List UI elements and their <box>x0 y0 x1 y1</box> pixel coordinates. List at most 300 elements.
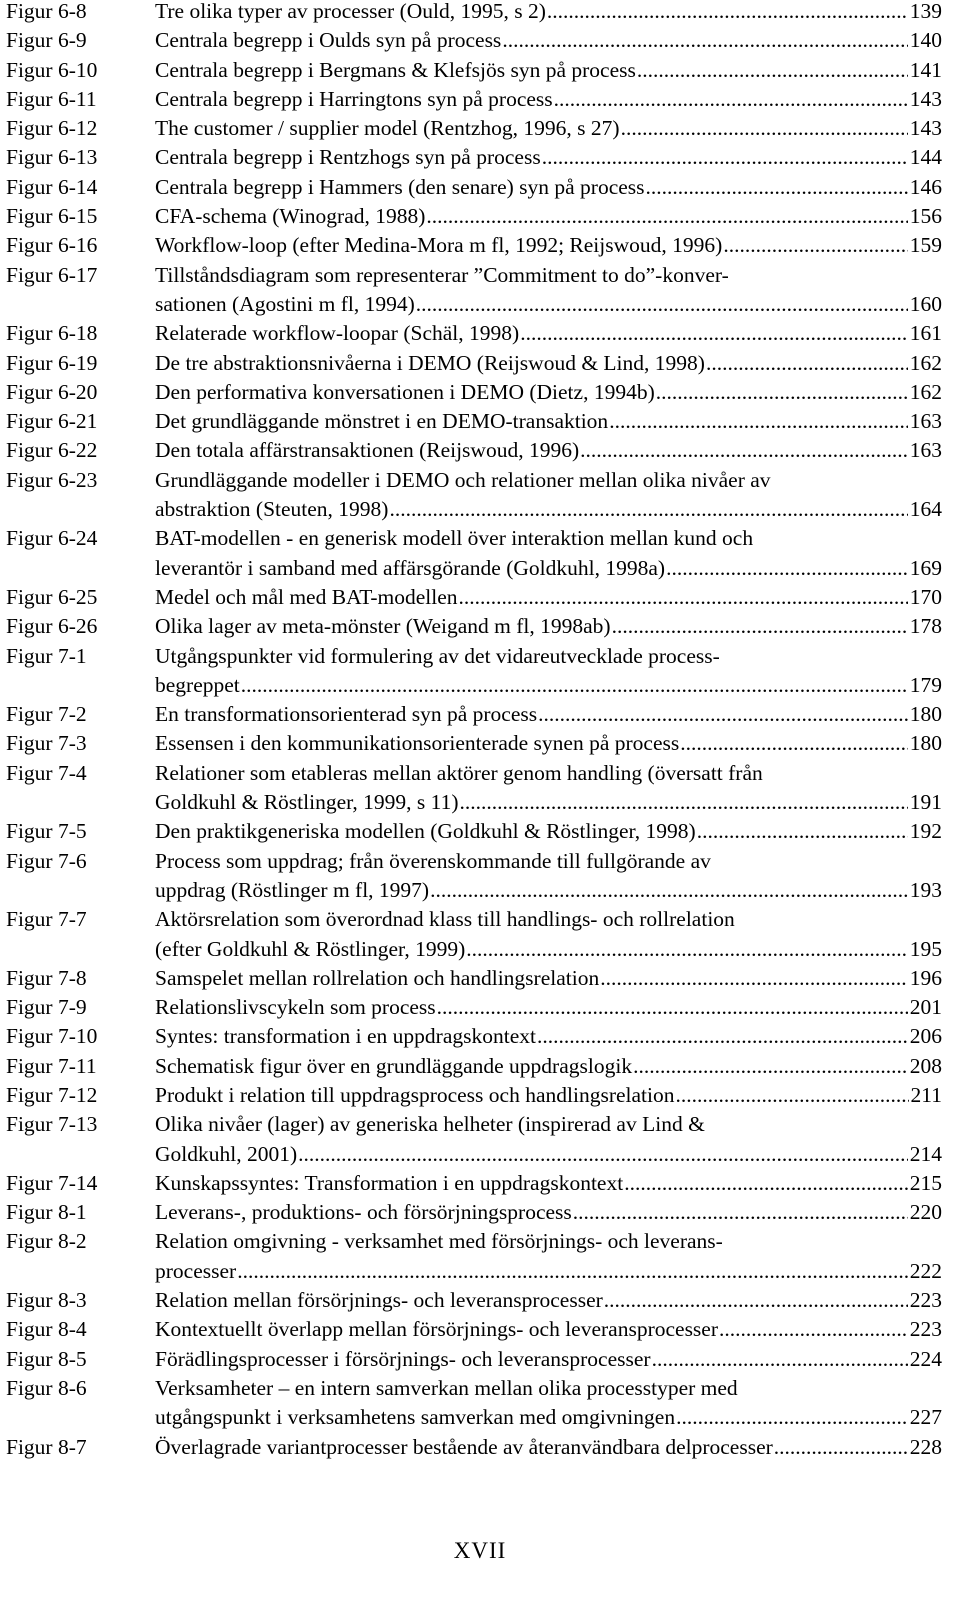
figure-label: Figur 7-8 <box>6 965 87 990</box>
figure-label: Figur 6-18 <box>6 321 98 346</box>
figure-title-text: Relation omgivning - verksamhet med försörjnings- och leverans- <box>155 1229 723 1254</box>
dot-leader <box>436 993 908 1022</box>
toc-entry[interactable] <box>6 642 942 701</box>
figure-title-line-last <box>155 729 942 758</box>
page-number-footer: XVII <box>453 1538 507 1563</box>
dot-leader <box>611 612 908 641</box>
figure-title-block <box>155 905 942 964</box>
dot-leader <box>429 876 908 905</box>
figure-title-text: Det grundläggande mönstret i en DEMO-transaktion <box>155 409 609 434</box>
toc-entry[interactable] <box>6 993 942 1022</box>
figure-title-text: begreppet <box>155 672 240 697</box>
figure-title-text: Utgångspunkter vid formulering av det vidareutvecklade process- <box>155 643 720 668</box>
figure-title-line-last <box>155 700 942 729</box>
figure-title-text: Goldkuhl, 2001) <box>155 1141 298 1166</box>
page-number-link[interactable]: 193 <box>909 877 942 902</box>
figure-title-line-last <box>155 788 942 817</box>
figure-title-line-last <box>155 1022 942 1051</box>
toc-entry[interactable] <box>6 524 942 583</box>
page-number-link[interactable]: 214 <box>909 1141 942 1166</box>
figure-label: Figur 6-20 <box>6 379 98 404</box>
figure-title-block <box>155 642 942 701</box>
figure-title-block <box>155 759 942 818</box>
figure-label: Figur 6-14 <box>6 174 98 199</box>
figure-title-line-last <box>155 1081 942 1110</box>
figure-title-text: Olika lager av meta-mönster (Weigand m fl, 1998ab) <box>155 614 611 639</box>
figure-title-block <box>155 26 942 55</box>
figure-title-text: Kunskapssyntes: Transformation i en uppdragskontext <box>155 1170 624 1195</box>
figure-title-text: abstraktion (Steuten, 1998) <box>155 497 389 522</box>
page-number-link[interactable]: 143 <box>909 116 942 141</box>
figure-title-line-last <box>155 1433 942 1462</box>
toc-entry[interactable] <box>6 1345 942 1374</box>
figure-title-line-last <box>155 554 942 583</box>
figure-label: Figur 6-13 <box>6 145 98 170</box>
figure-title-text: Den praktikgeneriska modellen (Goldkuhl & Röstlinger, 1998) <box>155 819 696 844</box>
figure-label: Figur 6-25 <box>6 584 98 609</box>
figure-label: Figur 6-15 <box>6 204 98 229</box>
figure-title-line-last <box>155 436 942 465</box>
figure-title-line-last <box>155 1169 942 1198</box>
toc-entry[interactable] <box>6 407 942 436</box>
page-number-link[interactable]: 179 <box>909 672 942 697</box>
page-number-link[interactable]: 146 <box>909 174 942 199</box>
figure-title-block <box>155 1022 942 1051</box>
dot-leader <box>705 349 908 378</box>
page-number-link[interactable]: 160 <box>909 291 942 316</box>
dot-leader <box>773 1433 908 1462</box>
page-number-link[interactable]: 215 <box>909 1170 942 1195</box>
dot-leader <box>665 554 908 583</box>
figure-title-text: Relation mellan försörjnings- och leveransprocesser <box>155 1288 603 1313</box>
figure-label: Figur 7-9 <box>6 995 87 1020</box>
figure-title-block <box>155 817 942 846</box>
figure-label: Figur 6-16 <box>6 233 98 258</box>
figure-title-block <box>155 143 942 172</box>
dot-leader <box>675 1081 909 1110</box>
figure-title-block <box>155 466 942 525</box>
figure-label: Figur 6-10 <box>6 57 98 82</box>
figure-title-line-last <box>155 349 942 378</box>
figure-label: Figur 8-2 <box>6 1229 87 1254</box>
dot-leader <box>546 0 908 26</box>
page-number-link[interactable]: 161 <box>909 321 942 346</box>
dot-leader <box>236 1257 908 1286</box>
figure-label: Figur 6-17 <box>6 262 98 287</box>
figure-title-text: Relationslivscykeln som process <box>155 995 436 1020</box>
page-number-link[interactable]: 163 <box>909 438 942 463</box>
dot-leader <box>240 671 908 700</box>
figure-title-text: Workflow-loop (efter Medina-Mora m fl, 1992; Reijswoud, 1996) <box>155 233 723 258</box>
figure-title-text: Kontextuellt överlapp mellan försörjnings- och leveransprocesser <box>155 1317 718 1342</box>
page-number-link[interactable]: 201 <box>909 995 942 1020</box>
toc-entry[interactable] <box>6 1022 942 1051</box>
dot-leader <box>696 817 908 846</box>
figure-title-line-last <box>155 1257 942 1286</box>
figure-title-line-last <box>155 114 942 143</box>
figure-title-block <box>155 1227 942 1286</box>
toc-entry[interactable] <box>6 349 942 378</box>
figure-label: Figur 7-10 <box>6 1024 98 1049</box>
figure-title-line <box>155 1374 942 1403</box>
figure-label: Figur 8-5 <box>6 1346 87 1371</box>
page-number-link[interactable]: 159 <box>909 233 942 258</box>
figure-title-line-last <box>155 85 942 114</box>
figure-label: Figur 7-5 <box>6 819 87 844</box>
toc-entry[interactable] <box>6 466 942 525</box>
dot-leader <box>620 114 908 143</box>
page-number-link[interactable]: 141 <box>909 57 942 82</box>
figure-title-text: Tre olika typer av processer (Ould, 1995, s 2) <box>155 0 546 23</box>
figure-title-line-last <box>155 993 942 1022</box>
figure-title-text: Tillståndsdiagram som representerar ”Commitment to do”-konver- <box>155 262 729 287</box>
figure-title-text: De tre abstraktionsnivåerna i DEMO (Reijswoud & Lind, 1998) <box>155 350 705 375</box>
figure-title-text: Schematisk figur över en grundläggande uppdragslogik <box>155 1053 633 1078</box>
page-number-link[interactable]: 195 <box>909 936 942 961</box>
page-number-link[interactable]: 223 <box>909 1288 942 1313</box>
figure-title-block <box>155 56 942 85</box>
page-number-link[interactable]: 211 <box>910 1082 942 1107</box>
figure-label: Figur 6-12 <box>6 116 98 141</box>
figure-title-text: BAT-modellen - en generisk modell över interaktion mellan kund och <box>155 526 754 551</box>
figure-title-line-last <box>155 935 942 964</box>
figure-title-block <box>155 349 942 378</box>
figure-title-text: Goldkuhl & Röstlinger, 1999, s 11) <box>155 790 459 815</box>
figure-label: Figur 6-26 <box>6 614 98 639</box>
figure-label: Figur 6-19 <box>6 350 98 375</box>
figure-title-line-last <box>155 671 942 700</box>
figure-title-block <box>155 407 942 436</box>
figure-title-text: utgångspunkt i verksamhetens samverkan med omgivningen <box>155 1405 676 1430</box>
toc-entry[interactable] <box>6 378 942 407</box>
figure-title-line-last <box>155 583 942 612</box>
figure-title-text: Centrala begrepp i Rentzhogs syn på process <box>155 145 541 170</box>
dot-leader <box>415 290 908 319</box>
toc-entry[interactable] <box>6 1227 942 1286</box>
figure-title-line-last <box>155 1140 942 1169</box>
dot-leader <box>553 85 908 114</box>
dot-leader <box>541 143 908 172</box>
toc-entry[interactable] <box>6 1081 942 1110</box>
figure-title-text: Centrala begrepp i Oulds syn på process <box>155 28 502 53</box>
figure-title-text: Medel och mål med BAT-modellen <box>155 584 458 609</box>
page-number-link[interactable]: 180 <box>909 702 942 727</box>
dot-leader <box>465 935 908 964</box>
figure-title-line <box>155 466 942 495</box>
figure-label: Figur 6-23 <box>6 467 98 492</box>
figure-title-text: Relaterade workflow-loopar (Schäl, 1998) <box>155 321 520 346</box>
figure-title-line-last <box>155 1052 942 1081</box>
figure-title-line <box>155 1110 942 1139</box>
dot-leader <box>572 1198 908 1227</box>
figure-title-line <box>155 261 942 290</box>
figure-title-block <box>155 700 942 729</box>
figure-label: Figur 6-21 <box>6 409 98 434</box>
figure-title-block <box>155 261 942 320</box>
figure-label: Figur 6-24 <box>6 526 98 551</box>
toc-entry[interactable] <box>6 0 942 26</box>
figure-title-block <box>155 0 942 26</box>
figure-label: Figur 8-1 <box>6 1200 87 1225</box>
page-number-link[interactable]: 163 <box>909 409 942 434</box>
figure-title-text: Förädlingsprocesser i försörjnings- och leveransprocesser <box>155 1346 651 1371</box>
toc-entry[interactable] <box>6 700 942 729</box>
dot-leader <box>655 378 908 407</box>
toc-entry[interactable] <box>6 143 942 172</box>
figure-label: Figur 7-12 <box>6 1082 98 1107</box>
figure-title-line-last <box>155 173 942 202</box>
dot-leader <box>718 1315 908 1344</box>
page-number-link[interactable]: 162 <box>909 379 942 404</box>
figure-title-line <box>155 1227 942 1256</box>
figure-title-text: sationen (Agostini m fl, 1994) <box>155 291 415 316</box>
figure-title-text: Centrala begrepp i Hammers (den senare) syn på process <box>155 174 645 199</box>
page-number-link[interactable]: 227 <box>909 1405 942 1430</box>
toc-entry[interactable] <box>6 1169 942 1198</box>
figure-title-text: Olika nivåer (lager) av generiska helheter (inspirerad av Lind & <box>155 1112 705 1137</box>
figure-title-text: Produkt i relation till uppdragsprocess och handlingsrelation <box>155 1082 675 1107</box>
page-number-link[interactable]: 180 <box>909 731 942 756</box>
figure-title-line-last <box>155 1198 942 1227</box>
figure-title-block <box>155 378 942 407</box>
dot-leader <box>537 700 908 729</box>
figure-title-line-last <box>155 290 942 319</box>
dot-leader <box>603 1286 908 1315</box>
figure-title-block <box>155 319 942 348</box>
figure-title-block <box>155 1081 942 1110</box>
figure-title-line-last <box>155 231 942 260</box>
figure-title-text: uppdrag (Röstlinger m fl, 1997) <box>155 877 430 902</box>
dot-leader <box>579 436 908 465</box>
figure-title-text: Relationer som etableras mellan aktörer genom handling (översatt från <box>155 760 763 785</box>
figure-title-block <box>155 1345 942 1374</box>
figure-label: Figur 8-3 <box>6 1288 87 1313</box>
dot-leader <box>458 583 908 612</box>
figure-title-block <box>155 1110 942 1169</box>
figure-label: Figur 6-8 <box>6 0 87 23</box>
figure-label: Figur 7-6 <box>6 848 87 873</box>
figure-title-text: Verksamheter – en intern samverkan mellan olika processtyper med <box>155 1375 738 1400</box>
figure-title-line <box>155 847 942 876</box>
toc-entry[interactable] <box>6 847 942 906</box>
toc-entry[interactable] <box>6 1374 942 1433</box>
figure-title-line-last <box>155 319 942 348</box>
figure-title-block <box>155 173 942 202</box>
figure-title-block <box>155 847 942 906</box>
figure-title-text: Aktörsrelation som överordnad klass till handlings- och rollrelation <box>155 907 735 932</box>
dot-leader <box>636 56 908 85</box>
dot-leader <box>623 1169 908 1198</box>
figure-title-text: Centrala begrepp i Harringtons syn på process <box>155 86 553 111</box>
dot-leader <box>645 173 908 202</box>
dot-leader <box>297 1140 908 1169</box>
toc-entry[interactable] <box>6 1433 942 1462</box>
page-number-link[interactable]: 224 <box>909 1346 942 1371</box>
figure-label: Figur 7-2 <box>6 702 87 727</box>
dot-leader <box>651 1345 908 1374</box>
toc-entry[interactable] <box>6 26 942 55</box>
figure-title-text: Centrala begrepp i Bergmans & Klefsjös syn på process <box>155 57 636 82</box>
figure-title-text: Leverans-, produktions- och försörjningsprocess <box>155 1200 572 1225</box>
figure-title-block <box>155 1198 942 1227</box>
figure-title-text: Den performativa konversationen i DEMO (Dietz, 1994b) <box>155 379 655 404</box>
list-of-figures <box>6 0 942 1462</box>
figure-label: Figur 7-11 <box>6 1053 97 1078</box>
figure-title-text: leverantör i samband med affärsgörande (Goldkuhl, 1998a) <box>155 555 666 580</box>
figure-title-line <box>155 759 942 788</box>
figure-title-text: Samspelet mellan rollrelation och handlingsrelation <box>155 965 600 990</box>
figure-label: Figur 6-22 <box>6 438 98 463</box>
figure-label: Figur 6-9 <box>6 28 87 53</box>
page-number-link[interactable]: 169 <box>909 555 942 580</box>
figure-label: Figur 8-4 <box>6 1317 87 1342</box>
figure-title-block <box>155 1315 942 1344</box>
page-number-link[interactable]: 223 <box>909 1317 942 1342</box>
figure-label: Figur 6-11 <box>6 86 97 111</box>
figure-title-line <box>155 524 942 553</box>
toc-entry[interactable] <box>6 1286 942 1315</box>
figure-title-text: Process som uppdrag; från överenskommande till fullgörande av <box>155 848 711 873</box>
page-number-link[interactable]: 164 <box>909 497 942 522</box>
figure-title-line-last <box>155 1345 942 1374</box>
page-number-link[interactable]: 156 <box>909 204 942 229</box>
toc-entry[interactable] <box>6 231 942 260</box>
figure-title-line-last <box>155 612 942 641</box>
toc-entry[interactable] <box>6 114 942 143</box>
toc-entry[interactable] <box>6 905 942 964</box>
page-number-link[interactable]: 196 <box>909 965 942 990</box>
toc-entry[interactable] <box>6 1110 942 1169</box>
page-number-link[interactable]: 192 <box>909 819 942 844</box>
figure-label: Figur 7-7 <box>6 907 87 932</box>
figure-title-block <box>155 583 942 612</box>
figure-title-text: En transformationsorienterad syn på process <box>155 702 538 727</box>
figure-title-text: CFA-schema (Winograd, 1988) <box>155 204 426 229</box>
dot-leader <box>425 202 907 231</box>
figure-title-text: Syntes: transformation i en uppdragskontext <box>155 1024 536 1049</box>
figure-title-block <box>155 436 942 465</box>
dot-leader <box>459 788 908 817</box>
page-number-link[interactable]: 143 <box>909 86 942 111</box>
figure-title-line-last <box>155 1286 942 1315</box>
dot-leader <box>388 495 907 524</box>
figure-title-line-last <box>155 56 942 85</box>
figure-title-line-last <box>155 495 942 524</box>
figure-title-text: (efter Goldkuhl & Röstlinger, 1999) <box>155 936 466 961</box>
toc-entry[interactable] <box>6 56 942 85</box>
figure-title-line-last <box>155 26 942 55</box>
toc-entry[interactable] <box>6 85 942 114</box>
page-number-link[interactable]: 178 <box>909 614 942 639</box>
toc-entry[interactable] <box>6 173 942 202</box>
page-number-link[interactable]: 222 <box>909 1258 942 1283</box>
figure-title-text: Den totala affärstransaktionen (Reijswoud, 1996) <box>155 438 580 463</box>
toc-entry[interactable] <box>6 817 942 846</box>
figure-title-line-last <box>155 1403 942 1432</box>
figure-label: Figur 8-6 <box>6 1375 87 1400</box>
toc-entry[interactable] <box>6 202 942 231</box>
page-number-link[interactable]: 228 <box>909 1434 942 1459</box>
figure-title-block <box>155 1052 942 1081</box>
dot-leader <box>536 1022 908 1051</box>
figure-title-text: Grundläggande modeller i DEMO och relationer mellan olika nivåer av <box>155 467 771 492</box>
page-number-link[interactable]: 162 <box>909 350 942 375</box>
figure-title-block <box>155 114 942 143</box>
page-number-link[interactable]: 139 <box>909 0 942 23</box>
dot-leader <box>608 407 908 436</box>
toc-entry[interactable] <box>6 1315 942 1344</box>
figure-title-line-last <box>155 817 942 846</box>
figure-title-block <box>155 1169 942 1198</box>
toc-entry[interactable] <box>6 964 942 993</box>
figure-title-block <box>155 524 942 583</box>
figure-title-text: processer <box>155 1258 237 1283</box>
figure-label: Figur 7-14 <box>6 1170 98 1195</box>
figure-title-line-last <box>155 378 942 407</box>
figure-title-line <box>155 642 942 671</box>
toc-entry[interactable] <box>6 583 942 612</box>
figure-title-line-last <box>155 0 942 26</box>
figure-label: Figur 7-1 <box>6 643 87 668</box>
figure-title-line-last <box>155 143 942 172</box>
figure-label: Figur 7-3 <box>6 731 87 756</box>
figure-title-text: Överlagrade variantprocesser bestående av återanvändbara delprocesser <box>155 1434 773 1459</box>
dot-leader <box>519 319 908 348</box>
figure-label: Figur 7-4 <box>6 760 87 785</box>
figure-title-block <box>155 993 942 1022</box>
dot-leader <box>501 26 907 55</box>
figure-title-block <box>155 1286 942 1315</box>
dot-leader <box>632 1052 908 1081</box>
toc-entry[interactable] <box>6 612 942 641</box>
toc-entry[interactable] <box>6 319 942 348</box>
figure-title-block <box>155 729 942 758</box>
dot-leader <box>675 1403 908 1432</box>
toc-entry[interactable] <box>6 759 942 818</box>
page-number-link[interactable]: 191 <box>909 790 942 815</box>
dot-leader <box>722 231 907 260</box>
figure-title-line-last <box>155 964 942 993</box>
figure-title-block <box>155 202 942 231</box>
figure-title-line-last <box>155 407 942 436</box>
figure-title-text: The customer / supplier model (Rentzhog, 1996, s 27) <box>155 116 620 141</box>
page-number-link[interactable]: 208 <box>909 1053 942 1078</box>
toc-entry[interactable] <box>6 261 942 320</box>
dot-leader <box>679 729 908 758</box>
figure-label: Figur 7-13 <box>6 1112 98 1137</box>
figure-label: Figur 8-7 <box>6 1434 87 1459</box>
figure-title-text: Essensen i den kommunikationsorienterade synen på process <box>155 731 680 756</box>
page-number-link[interactable]: 220 <box>909 1200 942 1225</box>
figure-title-line-last <box>155 1315 942 1344</box>
page-number-link[interactable]: 144 <box>909 145 942 170</box>
figure-title-line <box>155 905 942 934</box>
page-number-link[interactable]: 170 <box>909 584 942 609</box>
page-number-link[interactable]: 140 <box>909 28 942 53</box>
figure-title-block <box>155 1374 942 1433</box>
toc-entry[interactable] <box>6 1052 942 1081</box>
toc-entry[interactable] <box>6 436 942 465</box>
dot-leader <box>599 964 908 993</box>
toc-entry[interactable] <box>6 1198 942 1227</box>
figure-title-block <box>155 231 942 260</box>
figure-title-line-last <box>155 876 942 905</box>
toc-entry[interactable] <box>6 729 942 758</box>
figure-title-block <box>155 1433 942 1462</box>
figure-title-line-last <box>155 202 942 231</box>
figure-title-block <box>155 964 942 993</box>
page-number-link[interactable]: 206 <box>909 1024 942 1049</box>
